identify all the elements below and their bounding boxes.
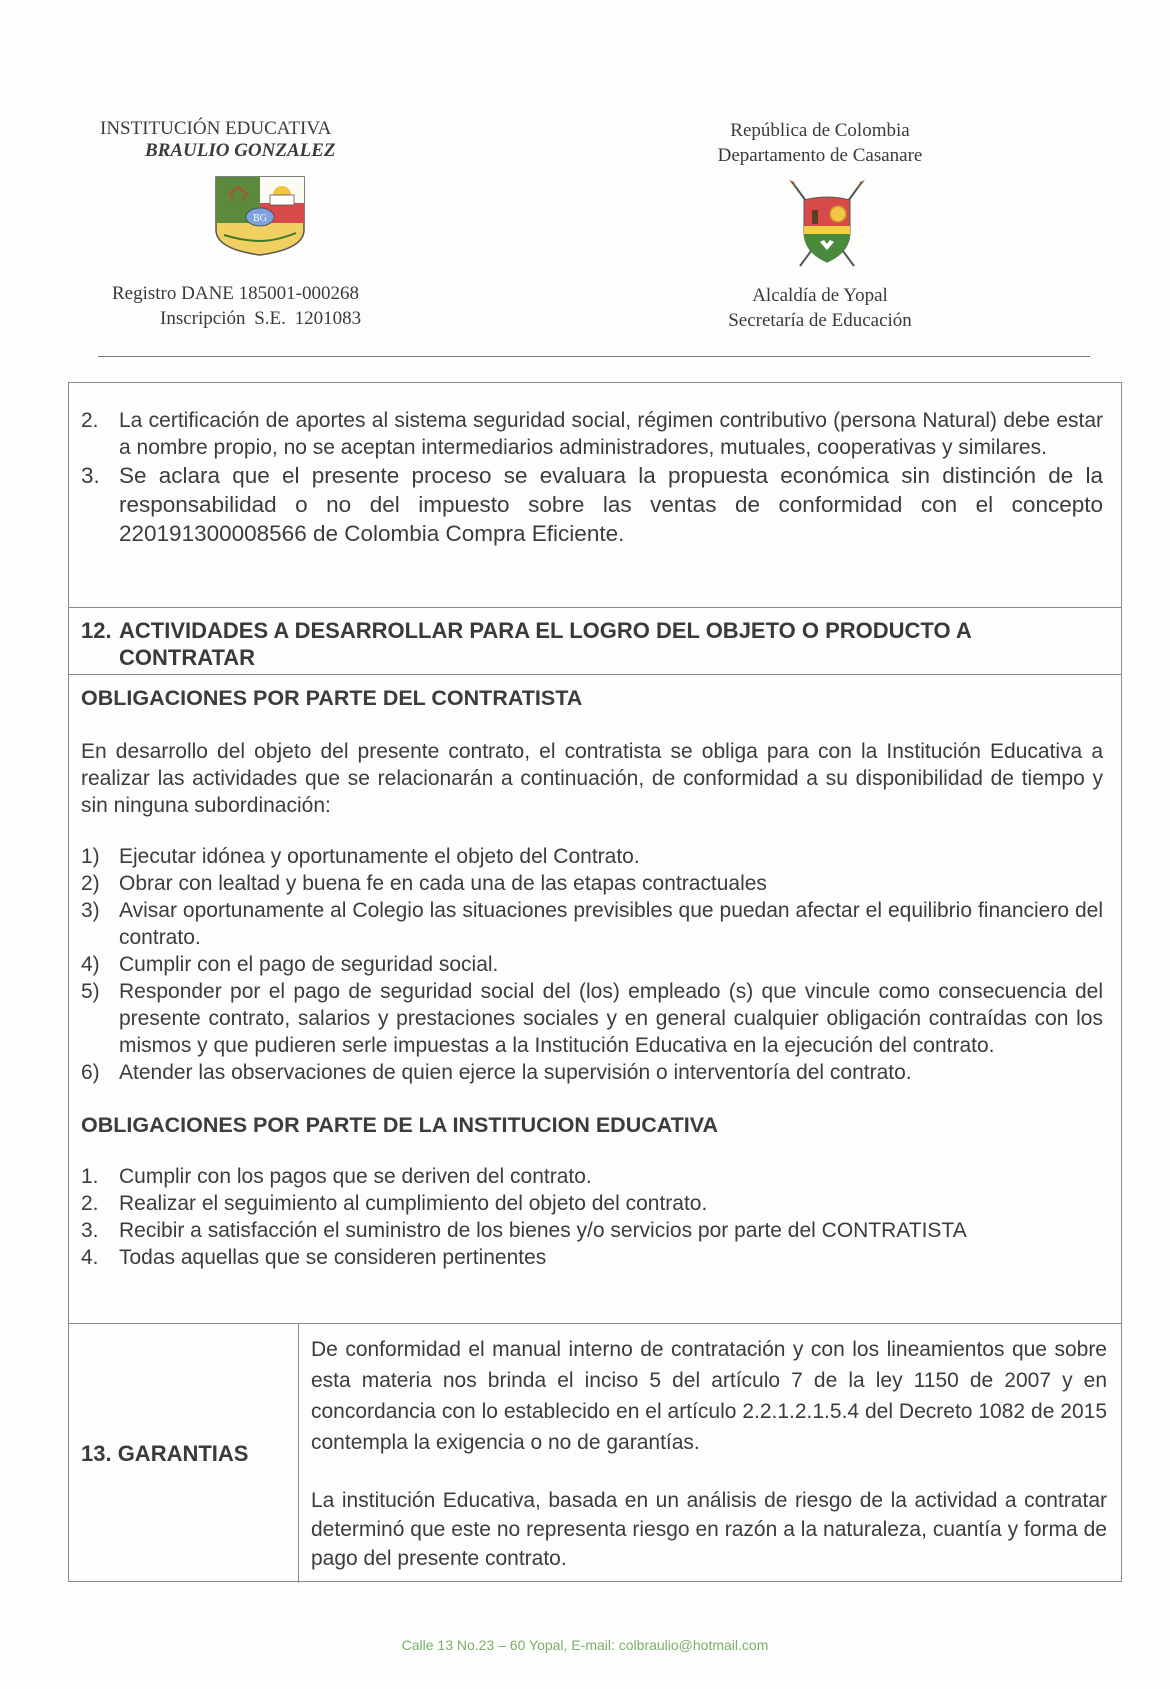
list-item-number: 4) xyxy=(81,953,100,976)
republic-line: República de Colombia xyxy=(730,120,910,141)
guarantees-paragraph-1: De conformidad el manual interno de contratación y con los lineamientos que sobre esta materia nos brinda el inciso 5 del artículo 7 de la ley 1150 de 2007 y en concordancia con lo establecido en el artículo 2.2.1.2.1.5.4 del Decreto 1082 de 2015 contempla la exigencia o no de garantías. xyxy=(311,1338,1107,1454)
list-item xyxy=(81,843,1103,870)
list-item-number: 1) xyxy=(81,845,100,868)
list-item-text: Atender las observaciones de quien ejerce la supervisión o interventoría del contrato. xyxy=(119,1061,912,1084)
list-item xyxy=(81,1190,1103,1217)
school-crest-icon xyxy=(214,175,306,257)
list-item-number: 6) xyxy=(81,1061,100,1084)
institution-name-line2: BRAULIO GONZALEZ xyxy=(145,140,336,161)
list-item xyxy=(81,407,1103,461)
list-item-text: Responder por el pago de seguridad social del (los) empleado (s) que vincule como consecuencia del presente contrato, salarios y prestaciones sociales y en general cualquier obligación contraídas con los mismos y que pudieren serle impuestas a la Institución Educativa en la ejecución del contrato. xyxy=(119,980,1103,1057)
list-item-text: Realizar el seguimiento al cumplimiento del objeto del contrato. xyxy=(119,1192,708,1215)
list-item-text: Se aclara que el presente proceso se evaluara la propuesta económica sin distinción de la responsabilidad o no del impuesto sobre las ventas de conformidad con el concepto 220191300008566 de Colombia Compra Eficiente. xyxy=(119,463,1103,546)
obligations-content xyxy=(69,675,1121,1281)
guarantees-paragraph-2: La institución Educativa, basada en un análisis de riesgo de la actividad a contratar determinó que este no representa riesgo en razón a la naturaleza, cuantía y forma de pago del presente contrato. xyxy=(311,1489,1107,1570)
section-12-title xyxy=(69,608,1121,677)
list-item-text: Todas aquellas que se consideren pertinentes xyxy=(119,1246,547,1269)
section-12-number: 12. xyxy=(81,618,112,643)
list-item-text: Avisar oportunamente al Colegio las situaciones previsibles que puedan afectar el equilibrio financiero del contrato. xyxy=(119,899,1103,949)
obligations-row xyxy=(69,675,1121,1324)
list-item-number: 1. xyxy=(81,1165,99,1188)
municipal-crest-icon xyxy=(786,178,868,270)
list-item xyxy=(81,1244,1103,1271)
list-item-number: 2. xyxy=(81,1192,99,1215)
list-item xyxy=(81,1217,1103,1244)
institution-obligations-list xyxy=(81,1163,1103,1271)
list-item-number: 2) xyxy=(81,872,100,895)
list-item-number: 3) xyxy=(81,899,100,922)
list-item xyxy=(81,1059,1103,1086)
contractor-obligations-list xyxy=(81,843,1103,1086)
list-item xyxy=(81,461,1103,548)
list-item-text: Cumplir con los pagos que se deriven del contrato. xyxy=(119,1165,592,1188)
list-item-text: La certificación de aportes al sistema seguridad social, régimen contributivo (persona Natural) debe estar a nombre propio, no se aceptan intermediarios administradores, mutuales, cooperativas y similares. xyxy=(119,409,1103,459)
requirements-row xyxy=(69,383,1121,608)
section-13-row xyxy=(69,1324,1121,1583)
header-government xyxy=(700,118,940,331)
list-item xyxy=(81,951,1103,978)
list-item-text: Obrar con lealtad y buena fe en cada una de las etapas contractuales xyxy=(119,872,767,895)
list-item xyxy=(81,870,1103,897)
list-item-number: 2. xyxy=(81,409,99,432)
section-13-label: 13. GARANTIAS xyxy=(69,1324,299,1583)
section-12-title-line1: ACTIVIDADES A DESARROLLAR PARA EL LOGRO DEL OBJETO O PRODUCTO A xyxy=(119,618,972,643)
list-item xyxy=(81,1163,1103,1190)
registro-dane: Registro DANE 185001-000268 xyxy=(112,283,359,304)
contract-table xyxy=(68,382,1122,1582)
section-12-heading-row xyxy=(69,608,1121,675)
list-item-text: Recibir a satisfacción el suministro de los bienes y/o servicios por parte del CONTRATISTA xyxy=(119,1219,967,1242)
header-divider xyxy=(98,356,1090,357)
institution-obligations-title: OBLIGACIONES POR PARTE DE LA INSTITUCION EDUCATIVA xyxy=(81,1113,719,1137)
list-item-number: 3. xyxy=(81,1219,99,1242)
contractor-obligations-title: OBLIGACIONES POR PARTE DEL CONTRATISTA xyxy=(81,686,583,710)
secretariat-line: Secretaría de Educación xyxy=(728,310,912,331)
list-item-number: 4. xyxy=(81,1246,99,1269)
mayoralty-line: Alcaldía de Yopal xyxy=(752,285,888,306)
requirements-list xyxy=(69,383,1121,560)
footer-address: Calle 13 No.23 – 60 Yopal, E-mail: colbraulio@hotmail.com xyxy=(401,1637,769,1653)
department-line: Departamento de Casanare xyxy=(717,145,923,166)
list-item-number: 3. xyxy=(81,463,100,488)
institution-name-line1: INSTITUCIÓN EDUCATIVA xyxy=(100,118,332,139)
inscripcion-se: Inscripción S.E. 1201083 xyxy=(160,308,362,329)
list-item xyxy=(81,978,1103,1059)
list-item xyxy=(81,897,1103,951)
svg-text:BG: BG xyxy=(253,213,267,224)
section-12-title-line2: CONTRATAR xyxy=(119,645,256,670)
list-item-text: Ejecutar idónea y oportunamente el objeto del Contrato. xyxy=(119,845,640,868)
list-item-text: Cumplir con el pago de seguridad social. xyxy=(119,953,499,976)
list-item-number: 5) xyxy=(81,980,100,1003)
contractor-obligations-intro: En desarrollo del objeto del presente contrato, el contratista se obliga para con la Institución Educativa a realizar las actividades que se relacionarán a continuación, de conformidad a su disponibilidad de tiempo y sin ninguna subordinación: xyxy=(81,740,1103,817)
section-13-content xyxy=(299,1324,1121,1583)
